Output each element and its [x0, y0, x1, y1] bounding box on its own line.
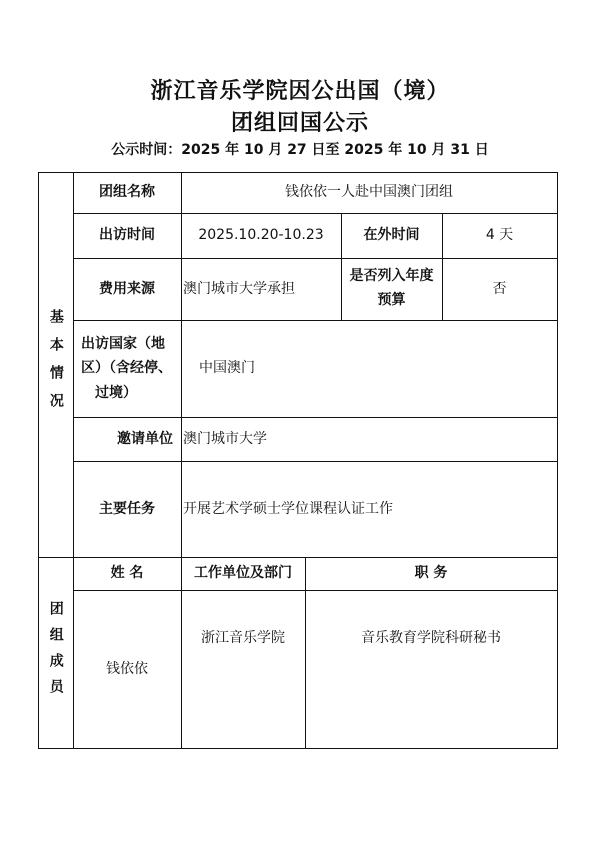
unit-header: 工作单位及部门 [194, 565, 292, 582]
member-unit: 浙江音乐学院 [201, 629, 285, 646]
budget-label [341, 258, 442, 320]
position-header: 职 务 [414, 565, 448, 582]
visit-time-value: 2025.10.20-10.23 [198, 227, 324, 244]
budget-label-line1: 是否列入年度 [349, 268, 434, 285]
table-bottom-border [38, 748, 558, 749]
group-name-label: 团组名称 [99, 184, 155, 201]
group-name-value: 钱依依一人赴中国澳门团组 [285, 184, 453, 201]
member-name: 钱依依 [106, 660, 148, 677]
inviter-value: 澳门城市大学 [183, 430, 267, 447]
days-abroad-value: 4 天 [485, 227, 514, 244]
name-header: 姓 名 [110, 565, 144, 582]
inviter-label: 邀请单位 [117, 430, 173, 447]
member-position: 音乐教育学院科研秘书 [361, 629, 501, 646]
page-title-line2: 团组回国公示 [230, 111, 369, 136]
task-label: 主要任务 [99, 500, 155, 517]
country-value: 中国澳门 [199, 360, 255, 377]
page-title-line1: 浙江音乐学院因公出国（境） [150, 79, 450, 104]
task-value: 开展艺术学硕士学位课程认证工作 [183, 500, 393, 517]
publicity-period: 公示时间：2025 年 10 月 27 日至 2025 年 10 月 31 日 [111, 142, 489, 158]
days-abroad-label: 在外时间 [363, 227, 420, 244]
visit-time-label: 出访时间 [99, 227, 155, 244]
funding-label: 费用来源 [99, 280, 155, 297]
budget-label-line2: 预算 [377, 292, 406, 308]
funding-value: 澳门城市大学承担 [183, 280, 295, 297]
members-section-label-text: 团组成员 [47, 600, 64, 705]
basic-section-label-text: 基本情况 [47, 308, 64, 421]
country-label [73, 320, 181, 417]
country-label-line2: 区）（含经停、 [81, 360, 172, 377]
members-section-label [38, 557, 73, 748]
basic-section-label [38, 172, 73, 557]
country-label-line3: 过境） [95, 384, 137, 401]
country-label-line1: 出访国家（地 [81, 335, 165, 352]
budget-value: 否 [492, 280, 507, 297]
